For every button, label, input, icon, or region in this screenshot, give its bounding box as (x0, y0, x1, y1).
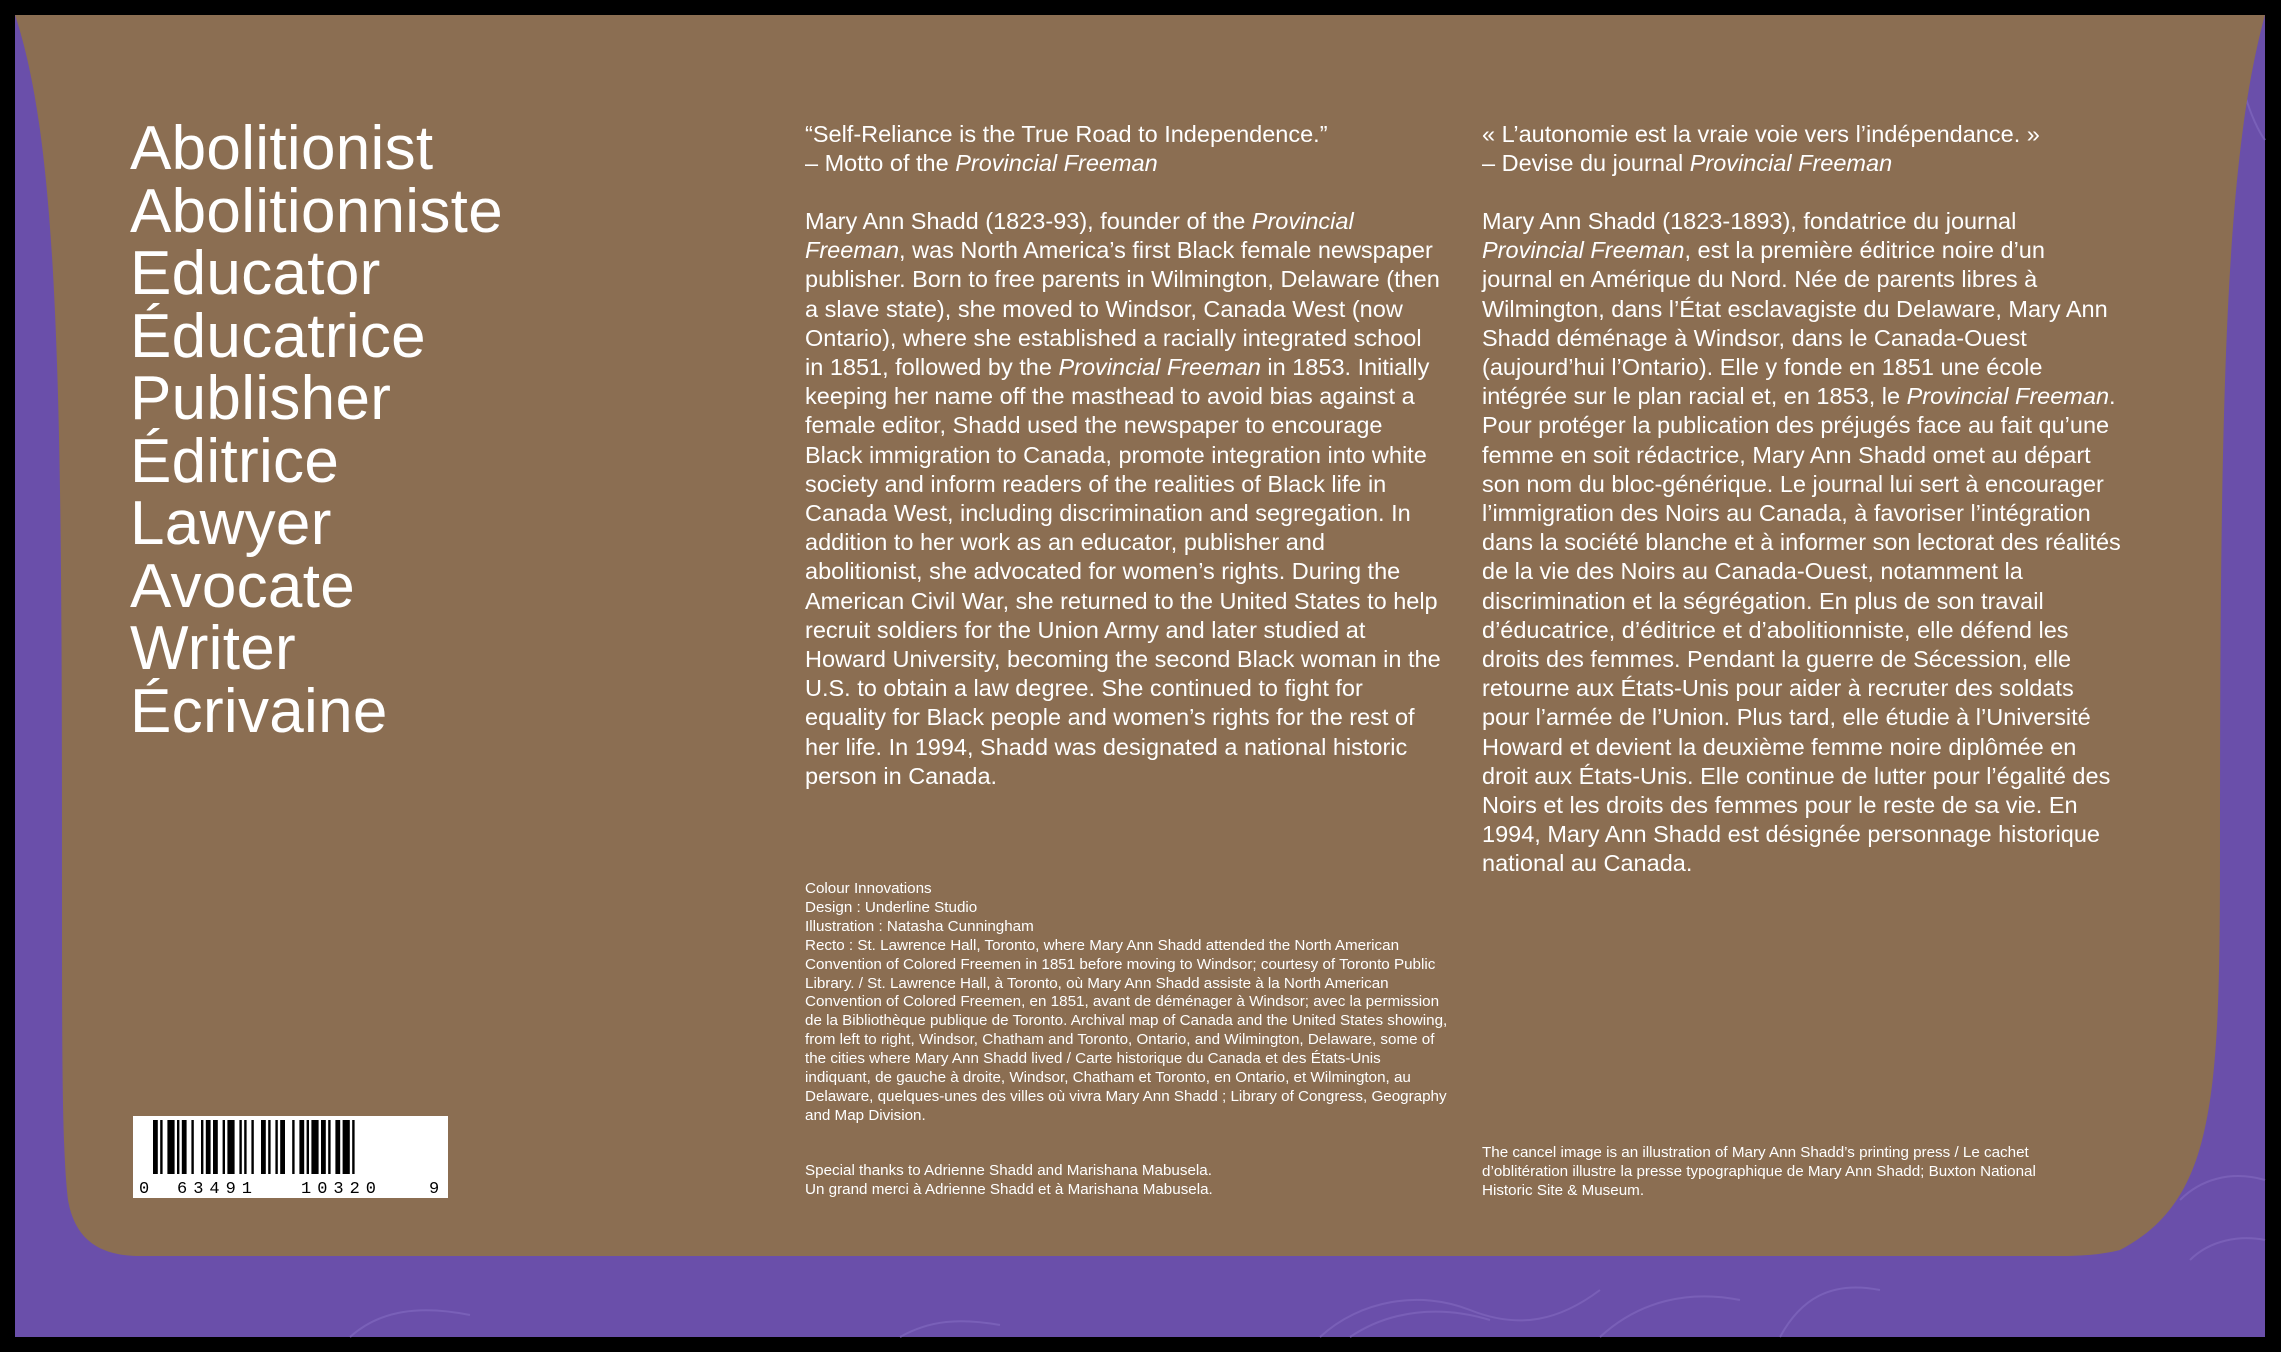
barcode-digits-right: 10320 (301, 1180, 383, 1198)
french-body: Mary Ann Shadd (1823-1893), fondatrice du journal Provincial Freeman, est la première éditrice noire d’un journal en Amérique du Nord. Née de parents libres à Wilmington, dans l’État esclavagiste du Delaware, Mary Ann Shadd déménage à Windsor, dans le Canada-Ouest (aujourd’hui l’Ontario). Elle y fonde en 1851 une école intégrée sur le plan racial et, en 1853, le Provincial Freeman. Pour protéger la publication des préjugés face au fait qu’une femme en soit rédactrice, Mary Ann Shadd omet au départ son nom du bloc-générique. Le journal lui sert à encourager l’immigration des Noirs au Canada, à favoriser l’intégration dans la société blanche et à informer son lectorat des réalités de la vie des Noirs au Canada-Ouest, notamment la discrimination et la ségrégation. En plus de son travail d’éducatrice, d’éditrice et d’abolitionniste, elle défend les droits des femmes. Pendant la guerre de Sécession, elle retourne aux États-Unis pour aider à recruter des soldats pour l’armée de l’Union. Plus tard, elle étudie à l’Université Howard et devient la deuxième femme noire diplômée en droit aux États-Unis. Elle continue de lutter pour l’égalité des Noirs et les droits des femmes pour le reste de sa vie. En 1994, Mary Ann Shadd est désignée personnage historique national au Canada. (1482, 208, 2121, 877)
barcode-bar (280, 1120, 285, 1174)
english-column (805, 120, 1445, 791)
french-column (1482, 120, 2122, 879)
barcode (133, 1116, 448, 1198)
title-editrice: Éditrice (130, 426, 340, 496)
barcode-bar (261, 1120, 266, 1174)
barcode-bar (321, 1120, 326, 1174)
credit-illustration: Illustration : Natasha Cunningham (805, 917, 1034, 935)
title-publisher: Publisher (130, 364, 392, 433)
title-ecrivaine: Écrivaine (130, 676, 388, 746)
barcode-bar (244, 1120, 246, 1174)
barcode-bar (191, 1120, 193, 1174)
cancel-note: The cancel image is an illustration of Mary Ann Shadd’s printing press / Le cachet d’oblitération illustre la presse typographique de Mary Ann Shadd; Buxton National Historic Site & Museum. (1482, 1144, 2036, 1199)
barcode-bar (239, 1120, 241, 1174)
credits (805, 880, 1450, 1126)
barcode-bar (206, 1120, 211, 1174)
title-lawyer: Lawyer (130, 489, 332, 558)
title-educatrice: Éducatrice (130, 301, 426, 371)
title-abolitionniste: Abolitionniste (130, 176, 503, 246)
barcode-bar (275, 1120, 277, 1174)
english-motto: – Motto of the Provincial Freeman (805, 150, 1158, 176)
english-quote (805, 120, 1445, 178)
barcode-bar (328, 1120, 330, 1174)
thanks-english: Special thanks to Adrienne Shadd and Marishana Mabusela. (805, 1162, 1212, 1179)
english-quote-text: “Self-Reliance is the True Road to Independence.” (805, 121, 1328, 147)
barcode-bar (343, 1120, 350, 1174)
barcode-bar (335, 1120, 340, 1174)
barcode-bar (251, 1120, 253, 1174)
title-abolitionist: Abolitionist (130, 114, 434, 183)
title-educator: Educator (130, 239, 381, 308)
barcode-bar (227, 1120, 234, 1174)
special-thanks (805, 1162, 1450, 1200)
barcode-digit-first: 0 (139, 1180, 150, 1198)
credit-printer: Colour Innovations (805, 880, 932, 897)
barcode-bar (299, 1120, 304, 1174)
barcode-bar (352, 1120, 354, 1174)
title-avocate: Avocate (130, 551, 356, 621)
french-motto: – Devise du journal Provincial Freeman (1482, 150, 1893, 176)
french-quote (1482, 120, 2122, 178)
english-body: Mary Ann Shadd (1823-93), founder of the Provincial Freeman, was North America’s first Black female newspaper publisher. Born to free parents in Wilmington, Delaware (then a slave state), she moved to Windsor, Canada West (now Ontario), where she established a racially integrated school in 1851, followed by the Provincial Freeman in 1853. Initially keeping her name off the masthead to avoid bias against a female editor, Shadd used the newspaper to encourage Black immigration to Canada, promote integration into white society and inform readers of the realities of Black life in Canada West, including discrimination and segregation. In addition to her work as an educator, publisher and abolitionist, she advocated for women’s rights. During the American Civil War, she returned to the United States to help recruit soldiers for the Union Army and later studied at Howard University, becoming the second Black woman in the U.S. to obtain a law degree. She continued to fight for equality for Black people and women’s rights for the rest of her life. In 1994, Shadd was designated a national historic person in Canada. (805, 208, 1441, 789)
barcode-bar (177, 1120, 179, 1174)
barcode-bar (213, 1120, 218, 1174)
credit-recto: Recto : St. Lawrence Hall, Toronto, where Mary Ann Shadd attended the North American Convention of Colored Freemen in 1851 before moving to Windsor; courtesy of Toronto Public Library. / St. Lawrence Hall, à Toronto, où Mary Ann Shadd assiste à la North American Convention of Colored Freemen, en 1851, avant de déménager à Windsor; avec la permission de la Bibliothèque publique de Toronto. Archival map of Canada and the United States showing, from left to right, Windsor, Chatham and Toronto, Ontario, and Wilmington, Delaware, some of the cities where Mary Ann Shadd lived / Carte historique du Canada et des États-Unis indiquant, de gauche à droite, Windsor, Chatham et Toronto, en Ontario, et Wilmington, au Delaware, quelques-unes des villes où vivra Mary Ann Shadd ; Library of Congress, Geography and Map Division. (805, 936, 1448, 1124)
barcode-bar (292, 1120, 294, 1174)
barcode-bar (182, 1120, 187, 1174)
barcode-bar (167, 1120, 174, 1174)
barcode-bar (311, 1120, 318, 1174)
barcode-bar (307, 1120, 309, 1174)
credit-design: Design : Underline Studio (805, 898, 978, 916)
barcode-bar (201, 1120, 203, 1174)
barcode-bar (268, 1120, 270, 1174)
barcode-digit-last: 9 (429, 1180, 440, 1198)
barcode-bar (153, 1120, 158, 1174)
role-titles (130, 114, 690, 746)
barcode-bar (223, 1120, 225, 1174)
barcode-digits-left: 63491 (177, 1180, 259, 1198)
thanks-french: Un grand merci à Adrienne Shadd et à Marishana Mabusela. (805, 1180, 1213, 1198)
french-quote-text: « L’autonomie est la vraie voie vers l’indépendance. » (1482, 121, 2040, 147)
title-writer: Writer (130, 614, 296, 683)
barcode-bar (160, 1120, 162, 1174)
